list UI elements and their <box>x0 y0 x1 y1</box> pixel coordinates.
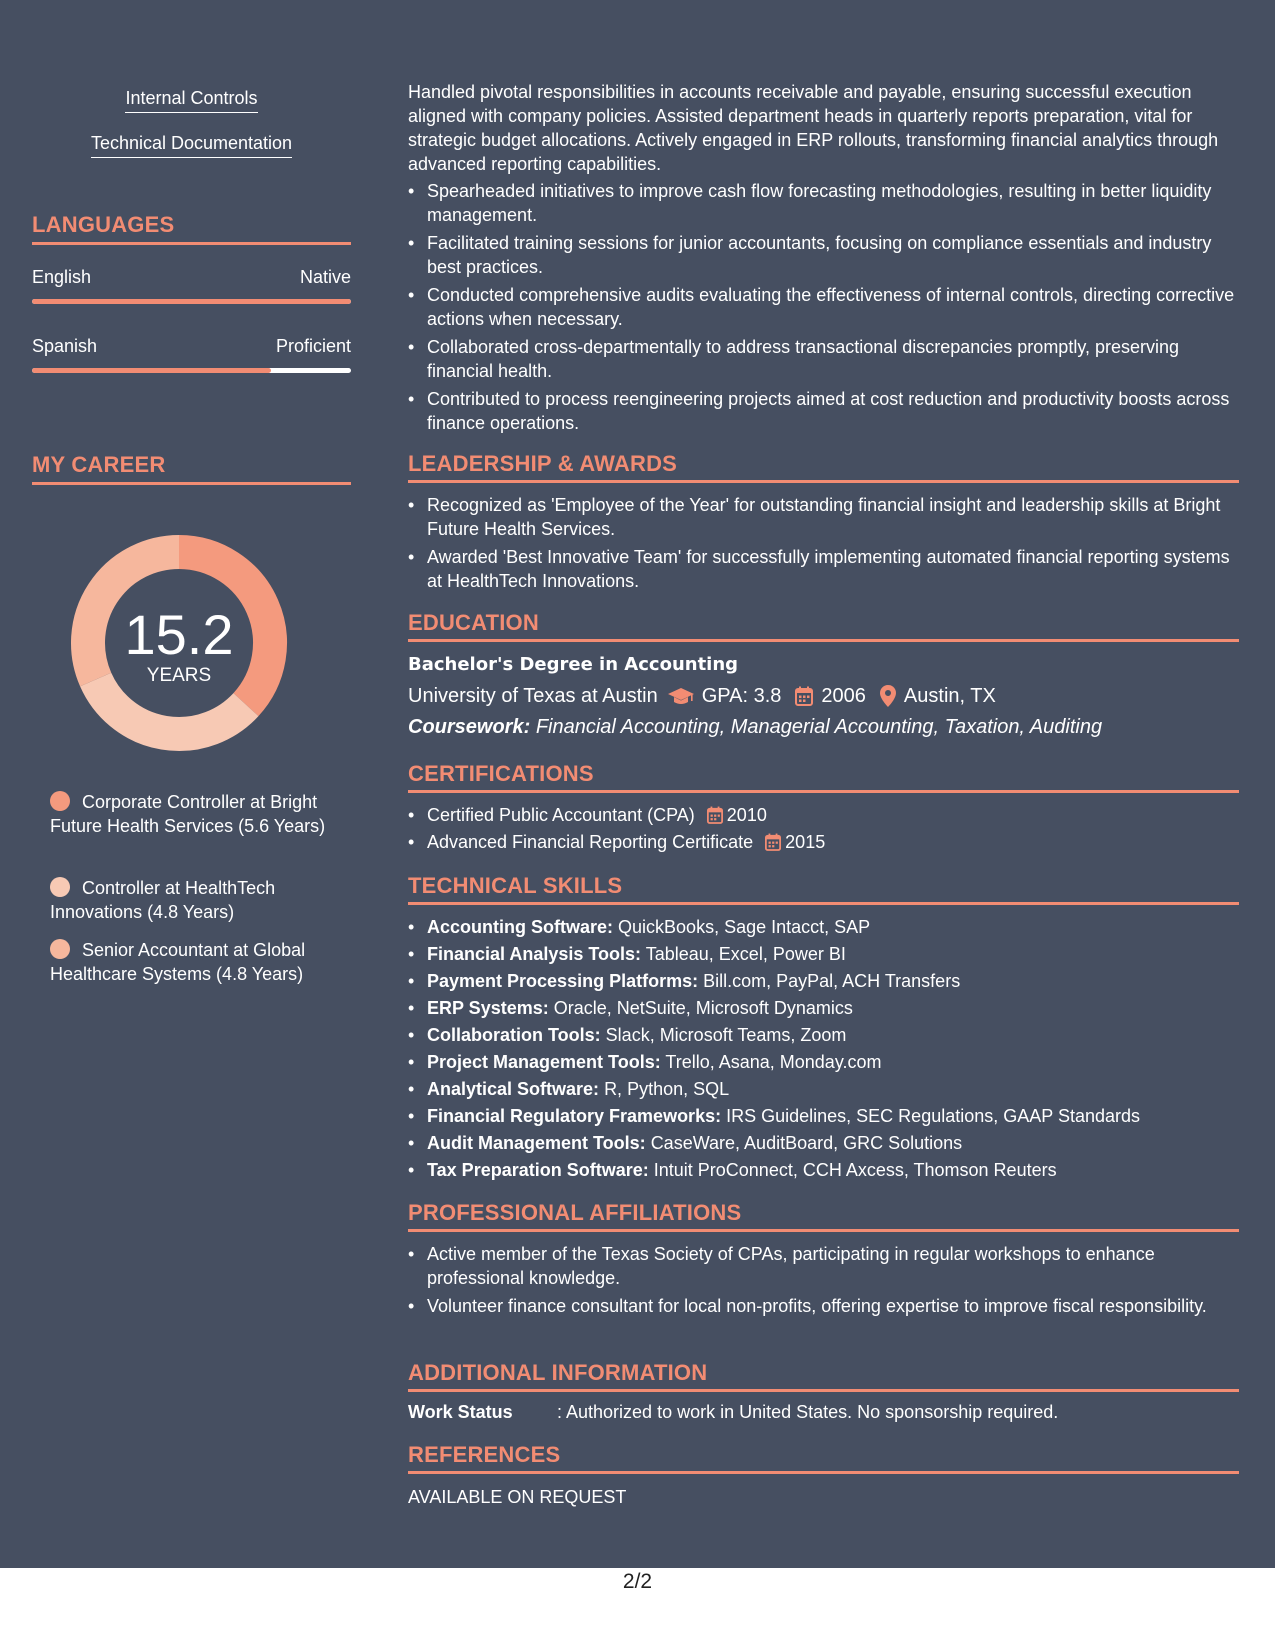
skill-category: Accounting Software: <box>427 917 614 937</box>
career-item <box>50 790 350 838</box>
language-bar-english <box>32 299 351 304</box>
career-item-text: Corporate Controller at Bright Future Health Services (5.6 Years) <box>50 792 326 836</box>
skill-internal-controls: Internal Controls <box>32 88 351 113</box>
list-item: • Contributed to process reengineering projects aimed at cost reduction and productivity boosts across finance operations. <box>408 387 1239 435</box>
skill-values: Intuit ProConnect, CCH Axcess, Thomson Reuters <box>653 1160 1057 1180</box>
affiliations-heading: PROFESSIONAL AFFILIATIONS <box>408 1201 1239 1232</box>
skill-values: Bill.com, PayPal, ACH Transfers <box>703 971 961 991</box>
skill-category: Analytical Software: <box>427 1079 600 1099</box>
career-item <box>50 876 350 924</box>
coursework-list: Financial Accounting, Managerial Accounting, Taxation, Auditing <box>535 716 1103 738</box>
legend-dot <box>50 939 70 959</box>
legend-dot <box>50 877 70 897</box>
coursework <box>408 715 1102 739</box>
skill-values: Slack, Microsoft Teams, Zoom <box>605 1025 847 1045</box>
certification-year: 2010 <box>726 805 767 825</box>
graduation-year: 2006 <box>821 685 866 707</box>
location-pin-icon <box>880 685 896 707</box>
gpa: GPA: 3.8 <box>701 685 782 707</box>
work-status-label: Work Status <box>408 1402 513 1422</box>
skill-values: Tableau, Excel, Power BI <box>645 944 846 964</box>
school-location: Austin, TX <box>903 685 996 707</box>
skill-category: Tax Preparation Software: <box>427 1160 649 1180</box>
skill-values: Oracle, NetSuite, Microsoft Dynamics <box>553 998 853 1018</box>
career-item-text: Controller at HealthTech Innovations (4.8 Years) <box>50 878 276 922</box>
certifications-heading: CERTIFICATIONS <box>408 762 1239 793</box>
work-status <box>408 1400 1058 1424</box>
skill-values: IRS Guidelines, SEC Regulations, GAAP Standards <box>726 1106 1140 1126</box>
language-english <box>32 267 351 288</box>
list-item <box>408 1131 1239 1155</box>
graduation-cap-icon <box>668 686 694 706</box>
experience-bullets <box>408 179 1239 439</box>
skill-category: Financial Regulatory Frameworks: <box>427 1106 722 1126</box>
language-bar-fill <box>32 368 271 373</box>
technical-skills-list <box>408 915 1239 1185</box>
list-item: • Spearheaded initiatives to improve cash flow forecasting methodologies, resulting in better liquidity management. <box>408 179 1239 227</box>
language-level: Proficient <box>275 336 351 356</box>
list-item <box>408 1023 1239 1047</box>
technical-skills-heading: TECHNICAL SKILLS <box>408 874 1239 905</box>
list-item <box>408 1158 1239 1182</box>
list-item: • Volunteer finance consultant for local non-profits, offering expertise to improve fiscal responsibility. <box>408 1294 1239 1318</box>
certification-year: 2015 <box>785 832 826 852</box>
list-item <box>408 830 1239 854</box>
language-bar-spanish <box>32 368 351 373</box>
language-level: Native <box>299 267 351 287</box>
calendar-icon <box>795 686 813 706</box>
skill-category: Collaboration Tools: <box>427 1025 601 1045</box>
language-spanish <box>32 336 351 357</box>
certification-name: • Certified Public Accountant (CPA) <box>427 805 695 825</box>
list-item <box>408 969 1239 993</box>
skill-values: QuickBooks, Sage Intacct, SAP <box>618 917 871 937</box>
my-career-heading: MY CAREER <box>32 452 351 485</box>
language-name: English <box>32 267 92 287</box>
education-details <box>408 684 996 708</box>
list-item <box>408 942 1239 966</box>
skill-category: ERP Systems: <box>427 998 549 1018</box>
skill-category: Payment Processing Platforms: <box>427 971 699 991</box>
leadership-heading: LEADERSHIP & AWARDS <box>408 452 1239 483</box>
coursework-label: Coursework: <box>408 716 531 738</box>
languages-heading: LANGUAGES <box>32 212 351 245</box>
skill-category: Project Management Tools: <box>427 1052 661 1072</box>
list-item <box>408 915 1239 939</box>
degree-title: Bachelor's Degree in Accounting <box>408 654 739 675</box>
page-number: 2/2 <box>622 1570 653 1593</box>
list-item: • Collaborated cross-departmentally to address transactional discrepancies promptly, preserving financial health. <box>408 335 1239 383</box>
list-item: • Active member of the Texas Society of CPAs, participating in regular workshops to enhance professional knowledge. <box>408 1242 1239 1290</box>
list-item: • Facilitated training sessions for junior accountants, focusing on compliance essentials and industry best practices. <box>408 231 1239 279</box>
skill-values: Trello, Asana, Monday.com <box>665 1052 882 1072</box>
donut-segment-1 <box>96 680 246 734</box>
list-item: • Conducted comprehensive audits evaluating the effectiveness of internal controls, directing corrective actions when necessary. <box>408 283 1239 331</box>
career-total-unit: YEARS <box>146 665 212 686</box>
list-item <box>408 1104 1239 1128</box>
experience-summary: Handled pivotal responsibilities in accounts receivable and payable, ensuring successful execution aligned with company policies. Assisted department heads in quarterly reports preparation, vital for strategic budget allocations. Actively engaged in ERP rollouts, transforming financial analytics through advanced reporting capabilities. <box>408 82 1219 174</box>
work-status-value: : Authorized to work in United States. No sponsorship required. <box>557 1402 1059 1422</box>
legend-dot <box>50 791 70 811</box>
career-item-text: Senior Accountant at Global Healthcare Systems (4.8 Years) <box>50 940 306 984</box>
list-item <box>408 1077 1239 1101</box>
skill-values: CaseWare, AuditBoard, GRC Solutions <box>650 1133 963 1153</box>
references-text: AVAILABLE ON REQUEST <box>408 1487 627 1507</box>
list-item <box>408 996 1239 1020</box>
list-item <box>408 803 1239 827</box>
language-name: Spanish <box>32 336 98 356</box>
career-total-years: 15.2 <box>124 603 234 666</box>
calendar-icon <box>765 833 781 851</box>
education-heading: EDUCATION <box>408 611 1239 642</box>
skill-technical-documentation: Technical Documentation <box>32 133 351 158</box>
certification-name: • Advanced Financial Reporting Certificate <box>427 832 754 852</box>
list-item: • Awarded 'Best Innovative Team' for successfully implementing automated financial reporting systems at HealthTech Innovations. <box>408 545 1239 593</box>
school-name: University of Texas at Austin <box>408 685 658 707</box>
affiliations-list <box>408 1242 1239 1322</box>
leadership-list <box>408 493 1239 597</box>
list-item <box>408 1050 1239 1074</box>
list-item: • Recognized as 'Employee of the Year' for outstanding financial insight and leadership skills at Bright Future Health Services. <box>408 493 1239 541</box>
references-heading: REFERENCES <box>408 1443 1239 1474</box>
additional-info-heading: ADDITIONAL INFORMATION <box>408 1361 1239 1392</box>
certifications-list <box>408 803 1239 857</box>
skill-values: R, Python, SQL <box>604 1079 730 1099</box>
career-item <box>50 938 350 986</box>
language-bar-fill <box>32 299 351 304</box>
skill-category: Financial Analysis Tools: <box>427 944 642 964</box>
skill-category: Audit Management Tools: <box>427 1133 646 1153</box>
calendar-icon <box>707 806 723 824</box>
